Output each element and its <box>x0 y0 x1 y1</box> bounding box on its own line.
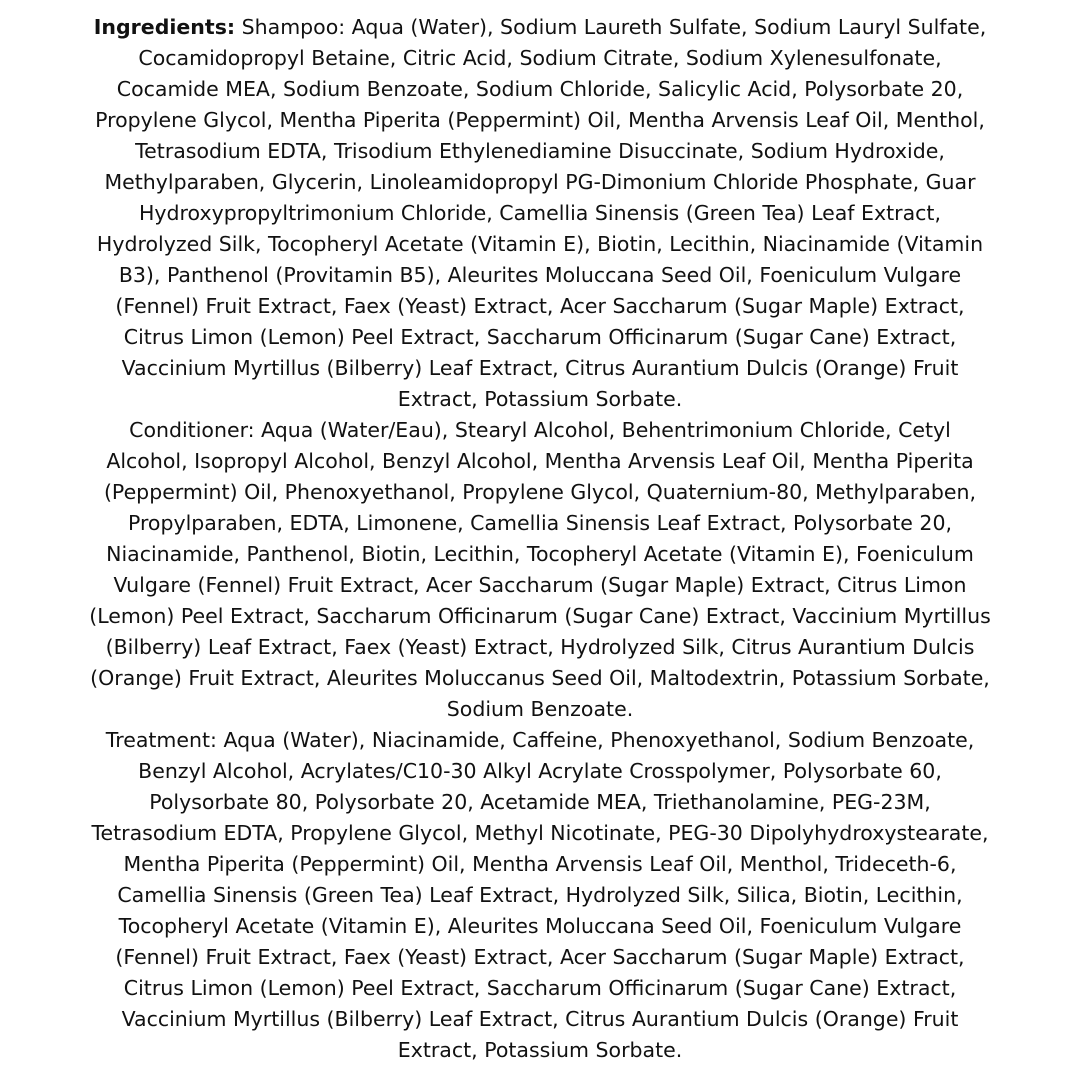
shampoo-ingredients <box>86 12 994 415</box>
ingredients-heading: Ingredients: <box>93 15 236 39</box>
ingredients-panel <box>86 12 994 1066</box>
shampoo-ingredients-text: Shampoo: Aqua (Water), Sodium Laureth Sulfate, Sodium Lauryl Sulfate, Cocamidopropyl Betaine, Citric Acid, Sodium Citrate, Sodium Xylenesulfonate, Cocamide MEA, Sodium Benzoate, Sodium Chloride, Salicylic Acid, Polysorbate 20, Propylene Glycol, Mentha Piperita (Peppermint) Oil, Mentha Arvensis Leaf Oil, Menthol, Tetrasodium EDTA, Trisodium Ethylenediamine Disuccinate, Sodium Hydroxide, Methylparaben, Glycerin, Linoleamidopropyl PG-Dimonium Chloride Phosphate, Guar Hydroxypropyltrimonium Chloride, Camellia Sinensis (Green Tea) Leaf Extract, Hydrolyzed Silk, Tocopheryl Acetate (Vitamin E), Biotin, Lecithin, Niacinamide (Vitamin B3), Panthenol (Provitamin B5), Aleurites Moluccana Seed Oil, Foeniculum Vulgare (Fennel) Fruit Extract, Faex (Yeast) Extract, Acer Saccharum (Sugar Maple) Extract, Citrus Limon (Lemon) Peel Extract, Saccharum Officinarum (Sugar Cane) Extract, Vaccinium Myrtillus (Bilberry) Leaf Extract, Citrus Aurantium Dulcis (Orange) Fruit Extract, Potassium Sorbate. <box>95 15 987 411</box>
treatment-ingredients: Treatment: Aqua (Water), Niacinamide, Caffeine, Phenoxyethanol, Sodium Benzoate, Benzyl Alcohol, Acrylates/C10-30 Alkyl Acrylate Crosspolymer, Polysorbate 60, Polysorbate 80, Polysorbate 20, Acetamide MEA, Triethanolamine, PEG-23M, Tetrasodium EDTA, Propylene Glycol, Methyl Nicotinate, PEG-30 Dipolyhydroxystearate, Mentha Piperita (Peppermint) Oil, Mentha Arvensis Leaf Oil, Menthol, Trideceth-6, Camellia Sinensis (Green Tea) Leaf Extract, Hydrolyzed Silk, Silica, Biotin, Lecithin, Tocopheryl Acetate (Vitamin E), Aleurites Moluccana Seed Oil, Foeniculum Vulgare (Fennel) Fruit Extract, Faex (Yeast) Extract, Acer Saccharum (Sugar Maple) Extract, Citrus Limon (Lemon) Peel Extract, Saccharum Officinarum (Sugar Cane) Extract, Vaccinium Myrtillus (Bilberry) Leaf Extract, Citrus Aurantium Dulcis (Orange) Fruit Extract, Potassium Sorbate. <box>91 728 989 1062</box>
conditioner-ingredients: Conditioner: Aqua (Water/Eau), Stearyl Alcohol, Behentrimonium Chloride, Cetyl Alcohol, Isopropyl Alcohol, Benzyl Alcohol, Mentha Arvensis Leaf Oil, Mentha Piperita (Peppermint) Oil, Phenoxyethanol, Propylene Glycol, Quaternium-80, Methylparaben, Propylparaben, EDTA, Limonene, Camellia Sinensis Leaf Extract, Polysorbate 20, Niacinamide, Panthenol, Biotin, Lecithin, Tocopheryl Acetate (Vitamin E), Foeniculum Vulgare (Fennel) Fruit Extract, Acer Saccharum (Sugar Maple) Extract, Citrus Limon (Lemon) Peel Extract, Saccharum Officinarum (Sugar Cane) Extract, Vaccinium Myrtillus (Bilberry) Leaf Extract, Faex (Yeast) Extract, Hydrolyzed Silk, Citrus Aurantium Dulcis (Orange) Fruit Extract, Aleurites Moluccanus Seed Oil, Maltodextrin, Potassium Sorbate, Sodium Benzoate. <box>89 418 991 721</box>
